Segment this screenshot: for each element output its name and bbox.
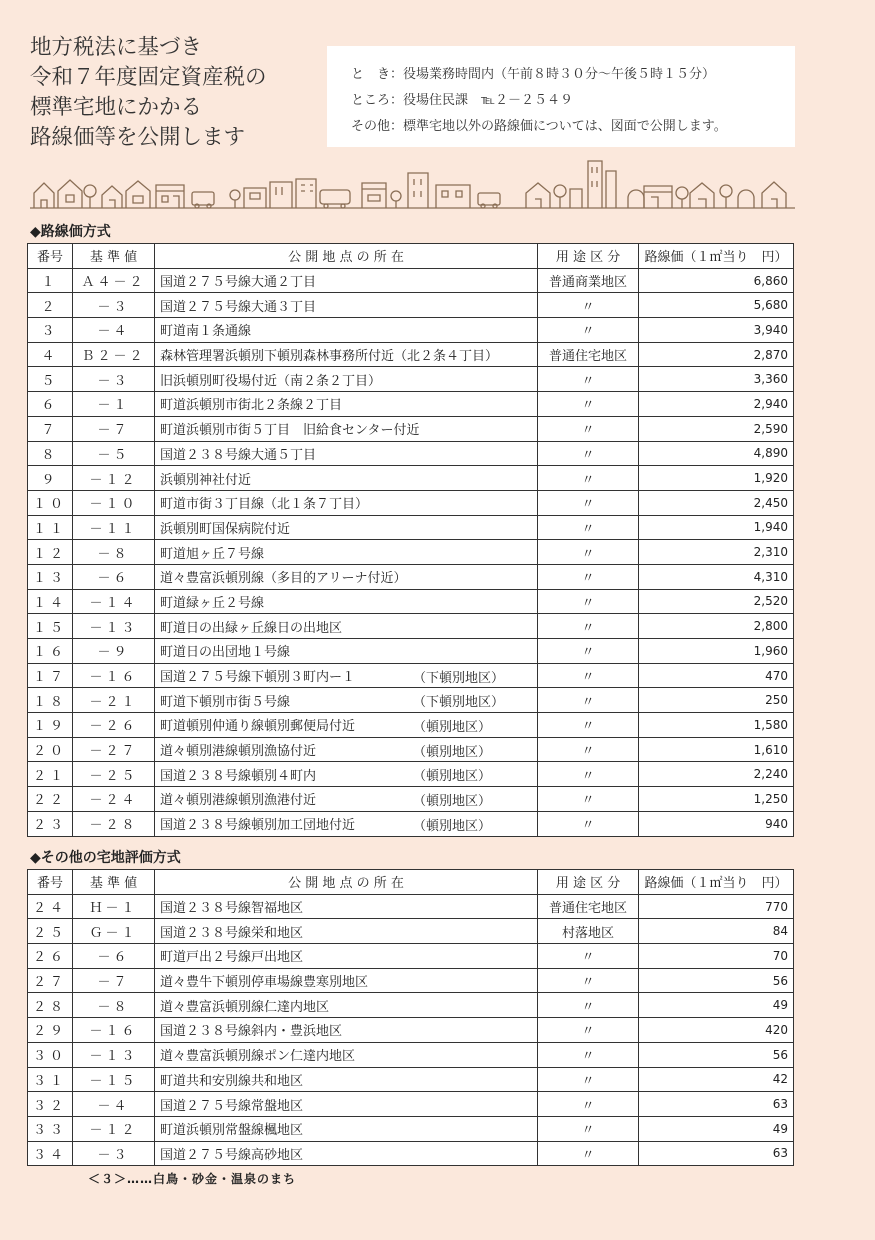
row-number: ２ [28,293,73,318]
row-reference: －６ [73,944,155,969]
row-location-cell [155,968,538,993]
info-where: ところ：役場住民課 ℡２－２５４９ [351,93,573,108]
row-number: ５ [28,367,73,392]
row-number: １５ [28,614,73,639]
row-price: 70 [639,944,794,969]
row-price: 2,450 [639,490,794,515]
title-line: 路線価等を公開します [30,125,246,150]
table-row [28,293,794,318]
row-usage: 〃 [538,944,639,969]
row-usage: 〃 [538,367,639,392]
col-header-price: 路線価（１㎡当り 円） [639,870,794,895]
row-district: （頓別地区） [413,744,492,760]
row-reference: Ｂ２－２ [73,342,155,367]
row-location: 道々頓別港線頓別漁港付近 [160,793,317,809]
table-row [28,993,794,1018]
row-usage: 〃 [538,762,639,787]
row-usage: 普通商業地区 [538,268,639,293]
row-price: 1,250 [639,787,794,812]
row-location: 町道市街３丁目線（北１条７丁目） [160,497,369,513]
row-location-cell [155,614,538,639]
row-reference: －１２ [73,466,155,491]
row-location-cell [155,515,538,540]
row-location-cell [155,1092,538,1117]
col-header-location: 公 開 地 点 の 所 在 [155,244,538,269]
col-header-location: 公 開 地 点 の 所 在 [155,870,538,895]
row-reference: Ａ４－２ [73,268,155,293]
col-header-price: 路線価（１㎡当り 円） [639,244,794,269]
row-location: 国道２３８号線大通５丁目 [160,447,317,463]
row-district: （頓別地区） [413,818,492,834]
row-location-cell [155,737,538,762]
row-location: 道々豊牛下頓別停車場線豊寒別地区 [160,975,369,991]
row-usage: 〃 [538,490,639,515]
row-usage: 〃 [538,441,639,466]
row-price: 3,940 [639,318,794,343]
row-location-cell [155,268,538,293]
row-price: 1,940 [639,515,794,540]
row-reference: －８ [73,993,155,1018]
col-header-number: 番号 [28,870,73,895]
row-price: 63 [639,1092,794,1117]
table-row [28,811,794,836]
row-reference: －２６ [73,713,155,738]
row-price: 1,580 [639,713,794,738]
row-location: 国道２７５号線常盤地区 [160,1098,304,1114]
row-price: 5,680 [639,293,794,318]
row-reference: Ｈ－１ [73,894,155,919]
col-header-reference: 基 準 値 [73,244,155,269]
row-reference: －１０ [73,490,155,515]
row-number: ２３ [28,811,73,836]
row-location-cell [155,589,538,614]
row-reference: －４ [73,1092,155,1117]
row-reference: Ｇ－１ [73,919,155,944]
row-number: ３０ [28,1042,73,1067]
row-usage: 〃 [538,392,639,417]
row-price: 49 [639,1116,794,1141]
row-location: 森林管理署浜頓別下頓別森林事務所付近（北２条４丁目） [160,349,499,365]
table-row [28,1067,794,1092]
row-district: （下頓別地区） [413,695,505,711]
table-row [28,762,794,787]
row-reference: －１２ [73,1116,155,1141]
row-price: 49 [639,993,794,1018]
row-location: 町道下頓別市街５号線 [160,694,291,710]
row-location: 町道戸出２号線戸出地区 [160,950,304,966]
row-location-cell [155,1018,538,1043]
row-location: 町道南１条通線 [160,324,252,340]
row-price: 84 [639,919,794,944]
row-price: 63 [639,1141,794,1166]
row-reference: －２５ [73,762,155,787]
row-usage: 〃 [538,293,639,318]
table-row [28,894,794,919]
table-row [28,342,794,367]
table-row [28,1018,794,1043]
row-number: １８ [28,688,73,713]
row-number: １ [28,268,73,293]
route-price-table [27,243,794,837]
col-header-number: 番号 [28,244,73,269]
row-location-cell [155,894,538,919]
row-usage: 〃 [538,1116,639,1141]
row-number: １７ [28,663,73,688]
info-when: と き：役場業務時間内（午前８時３０分～午後５時１５分） [351,67,716,82]
row-usage: 〃 [538,639,639,664]
table-row [28,392,794,417]
row-usage: 〃 [538,515,639,540]
row-price: 4,310 [639,564,794,589]
row-location-cell [155,1042,538,1067]
table-row [28,466,794,491]
row-location-cell [155,441,538,466]
row-price: 770 [639,894,794,919]
table-header-row [28,244,794,269]
table-row [28,367,794,392]
row-reference: －１５ [73,1067,155,1092]
row-location: 町道頓別仲通り線頓別郵便局付近 [160,719,356,735]
table-row [28,1092,794,1117]
row-location-cell [155,293,538,318]
row-price: 2,520 [639,589,794,614]
row-reference: －１６ [73,663,155,688]
table-header-row [28,870,794,895]
row-district: （頓別地区） [413,769,492,785]
row-usage: 〃 [538,466,639,491]
row-reference: －４ [73,318,155,343]
row-number: １６ [28,639,73,664]
row-number: １３ [28,564,73,589]
table-row [28,944,794,969]
row-price: 1,920 [639,466,794,491]
row-usage: 〃 [538,1042,639,1067]
row-district: （頓別地区） [413,720,492,736]
row-number: ２５ [28,919,73,944]
row-number: ２８ [28,993,73,1018]
table-row [28,1141,794,1166]
section1-title: ◆路線価方式 [30,224,111,240]
row-usage: 〃 [538,1018,639,1043]
row-usage: 〃 [538,1092,639,1117]
row-district: （下頓別地区） [413,670,505,686]
row-number: ３２ [28,1092,73,1117]
row-location-cell [155,342,538,367]
row-reference: －１１ [73,515,155,540]
title-line: 地方税法に基づき [30,35,203,60]
row-price: 470 [639,663,794,688]
row-location: 浜頓別町国保病院付近 [160,521,291,537]
table-row [28,540,794,565]
row-location: 国道２３８号線斜内・豊浜地区 [160,1024,343,1040]
row-number: ２１ [28,762,73,787]
page-title [30,33,330,153]
row-usage: 村落地区 [538,919,639,944]
other-land-table [27,869,794,1166]
row-location-cell [155,663,538,688]
table-row [28,1042,794,1067]
row-number: ８ [28,441,73,466]
row-location-cell [155,540,538,565]
row-number: ２４ [28,894,73,919]
row-usage: 〃 [538,688,639,713]
row-number: ３３ [28,1116,73,1141]
row-usage: 〃 [538,540,639,565]
table-row [28,639,794,664]
row-reference: －８ [73,540,155,565]
row-number: ３４ [28,1141,73,1166]
table-row [28,688,794,713]
row-location: 町道日の出緑ヶ丘線日の出地区 [160,620,343,636]
row-number: ２０ [28,737,73,762]
col-header-usage: 用 途 区 分 [538,870,639,895]
row-price: 2,590 [639,416,794,441]
row-location-cell [155,392,538,417]
row-price: 56 [639,968,794,993]
row-price: 1,960 [639,639,794,664]
row-reference: －３ [73,293,155,318]
table-row [28,490,794,515]
row-number: ２９ [28,1018,73,1043]
col-header-usage: 用 途 区 分 [538,244,639,269]
row-reference: －２８ [73,811,155,836]
row-usage: 〃 [538,713,639,738]
row-location-cell [155,944,538,969]
title-line: 標準宅地にかかる [30,95,203,120]
row-location-cell [155,811,538,836]
row-usage: 〃 [538,1067,639,1092]
row-usage: 〃 [538,811,639,836]
row-location-cell [155,490,538,515]
title-line: 令和７年度固定資産税の [30,65,267,90]
row-reference: －１ [73,392,155,417]
row-reference: －１３ [73,614,155,639]
row-usage: 〃 [538,416,639,441]
row-location: 旧浜頓別町役場付近（南２条２丁目） [160,373,382,389]
table-row [28,713,794,738]
table-row [28,515,794,540]
row-reference: －１６ [73,1018,155,1043]
row-number: １９ [28,713,73,738]
row-location: 国道２７５号線高砂地区 [160,1147,304,1163]
row-number: ２６ [28,944,73,969]
row-location: 町道浜頓別市街５丁目 旧給食センター付近 [160,423,420,439]
row-price: 4,890 [639,441,794,466]
table-row [28,737,794,762]
row-price: 940 [639,811,794,836]
row-location: 国道２３８号線頓別加工団地付近 [160,818,356,834]
row-number: １４ [28,589,73,614]
row-location: 国道２３８号線頓別４町内 [160,768,317,784]
row-location-cell [155,713,538,738]
row-number: ２７ [28,968,73,993]
table-row [28,416,794,441]
row-reference: －３ [73,1141,155,1166]
table-row [28,968,794,993]
row-location: 道々豊富浜頓別線（多目的アリーナ付近） [160,571,407,587]
row-location-cell [155,762,538,787]
row-location-cell [155,993,538,1018]
row-number: ３１ [28,1067,73,1092]
table-row [28,1116,794,1141]
row-location-cell [155,466,538,491]
row-number: ６ [28,392,73,417]
row-price: 56 [639,1042,794,1067]
table-row [28,318,794,343]
row-reference: －９ [73,639,155,664]
row-number: ７ [28,416,73,441]
row-location: 浜頓別神社付近 [160,472,252,488]
row-location-cell [155,564,538,589]
row-location: 町道浜頓別常盤線楓地区 [160,1123,304,1139]
row-district: （頓別地区） [413,794,492,810]
row-price: 42 [639,1067,794,1092]
row-location-cell [155,367,538,392]
row-reference: －２４ [73,787,155,812]
row-number: ３ [28,318,73,343]
table-row [28,787,794,812]
row-location-cell [155,1116,538,1141]
row-location: 道々豊富浜頓別線仁達内地区 [160,999,330,1015]
row-price: 2,870 [639,342,794,367]
row-usage: 〃 [538,1141,639,1166]
row-location: 国道２７５号線大通３丁目 [160,299,317,315]
row-usage: 〃 [538,564,639,589]
table-row [28,441,794,466]
row-price: 1,610 [639,737,794,762]
row-usage: 〃 [538,663,639,688]
row-price: 420 [639,1018,794,1043]
row-location: 国道２７５号線下頓別３町内ー１ [160,670,356,686]
col-header-reference: 基 準 値 [73,870,155,895]
table-row [28,919,794,944]
town-illustration [30,155,795,211]
row-location: 町道共和安別線共和地区 [160,1073,304,1089]
row-reference: －６ [73,564,155,589]
row-price: 2,240 [639,762,794,787]
section2-title: ◆その他の宅地評価方式 [30,850,181,866]
row-location: 町道旭ヶ丘７号線 [160,546,265,562]
row-price: 250 [639,688,794,713]
table-row [28,589,794,614]
row-location-cell [155,639,538,664]
page-footer: ＜３＞……白鳥・砂金・温泉のまち [88,1172,297,1186]
row-location-cell [155,318,538,343]
row-number: １１ [28,515,73,540]
row-reference: －７ [73,416,155,441]
row-reference: －１４ [73,589,155,614]
row-usage: 〃 [538,318,639,343]
row-number: ４ [28,342,73,367]
row-usage: 〃 [538,968,639,993]
row-location: 町道日の出団地１号線 [160,645,291,661]
row-reference: －３ [73,367,155,392]
row-reference: －７ [73,968,155,993]
row-location-cell [155,416,538,441]
row-usage: 〃 [538,589,639,614]
row-usage: 〃 [538,993,639,1018]
row-usage: 〃 [538,737,639,762]
row-usage: 〃 [538,614,639,639]
row-location: 町道緑ヶ丘２号線 [160,595,265,611]
info-other: その他：標準宅地以外の路線価については、図面で公開します。 [351,119,727,134]
table-row [28,614,794,639]
row-location: 国道２７５号線大通２丁目 [160,275,317,291]
row-location: 町道浜頓別市街北２条線２丁目 [160,398,343,414]
row-number: １２ [28,540,73,565]
table-row [28,268,794,293]
row-number: ２２ [28,787,73,812]
row-usage: 普通住宅地区 [538,342,639,367]
row-reference: －１３ [73,1042,155,1067]
info-box [327,46,795,147]
row-usage: 普通住宅地区 [538,894,639,919]
row-reference: －２１ [73,688,155,713]
row-location-cell [155,1067,538,1092]
row-location-cell [155,919,538,944]
row-location: 道々豊富浜頓別線ポン仁達内地区 [160,1049,356,1065]
row-reference: －５ [73,441,155,466]
row-location: 国道２３８号線栄和地区 [160,925,304,941]
row-price: 2,310 [639,540,794,565]
row-reference: －２７ [73,737,155,762]
row-location-cell [155,1141,538,1166]
table-row [28,663,794,688]
row-price: 3,360 [639,367,794,392]
row-number: ９ [28,466,73,491]
row-usage: 〃 [538,787,639,812]
row-price: 2,800 [639,614,794,639]
row-price: 2,940 [639,392,794,417]
row-location-cell [155,688,538,713]
row-location: 道々頓別港線頓別漁協付近 [160,744,317,760]
row-location-cell [155,787,538,812]
row-price: 6,860 [639,268,794,293]
row-location: 国道２３８号線智福地区 [160,901,304,917]
row-number: １０ [28,490,73,515]
table-row [28,564,794,589]
